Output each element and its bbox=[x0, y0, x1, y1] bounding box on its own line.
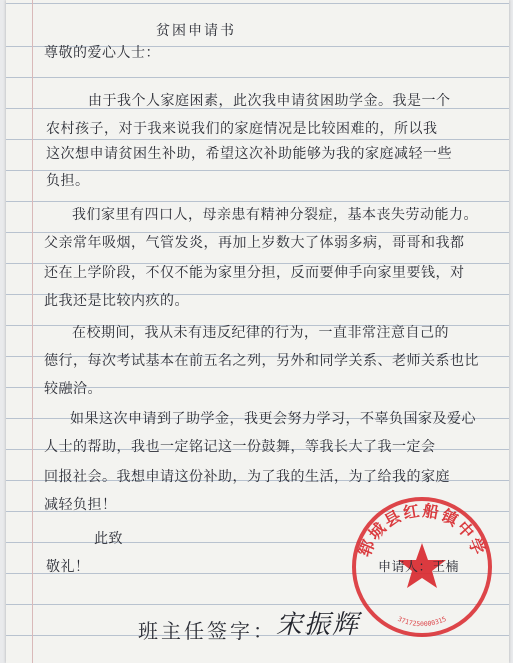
body-line-13: 人士的帮助，我也一定铭记这一份鼓舞，等我长大了我一定会 bbox=[44, 439, 436, 455]
body-line-9: 在校期间，我从未有违反纪律的行为，一直非常注意自己的 bbox=[72, 325, 449, 341]
body-line-10: 德行，每次考试基本在前五名之列，另外和同学关系、老师关系也比 bbox=[44, 353, 479, 369]
body-line-11: 较融洽。 bbox=[44, 381, 102, 397]
body-line-3: 这次想申请贫困生补助，希望这次补助能够为我的家庭减轻一些 bbox=[46, 146, 452, 162]
seal-text: 郓城县红船镇中学 bbox=[354, 500, 490, 560]
body-line-12: 如果这次申请到了助学金，我更会努力学习，不辜负国家及爱心 bbox=[70, 411, 476, 427]
closing-line-2: 敬礼！ bbox=[46, 559, 90, 575]
page-margin-line bbox=[32, 0, 33, 663]
seal-code: 3717250000315 bbox=[396, 614, 448, 629]
letter-page bbox=[6, 0, 509, 663]
body-line-6: 父亲常年吸烟，气管发炎，再加上岁数大了体弱多病，哥哥和我都 bbox=[44, 235, 465, 251]
letter-title: 贫困申请书 bbox=[156, 23, 236, 39]
body-line-4: 负担。 bbox=[46, 173, 90, 189]
salutation: 尊敬的爱心人士： bbox=[44, 45, 160, 61]
body-line-2: 农村孩子，对于我来说我们的家庭情况是比较困难的，所以我 bbox=[46, 121, 438, 137]
applicant-signature: 申请人：王楠 bbox=[378, 560, 460, 575]
closing-line-1: 此致 bbox=[94, 531, 123, 547]
body-line-5: 我们家里有四口人，母亲患有精神分裂症，基本丧失劳动能力。 bbox=[72, 207, 478, 223]
body-line-1: 由于我个人家庭困素，此次我申请贫困助学金。我是一个 bbox=[88, 93, 451, 109]
body-line-7: 还在上学阶段，不仅不能为家里分担，反而要伸手向家里要钱，对 bbox=[44, 265, 465, 281]
body-line-8: 此我还是比较内疚的。 bbox=[44, 293, 189, 309]
teacher-signature-name: 宋振辉 bbox=[276, 610, 361, 640]
body-line-14: 回报社会。我想申请这份补助，为了我的生活，为了给我的家庭 bbox=[44, 469, 450, 485]
teacher-signature-label: 班主任签字： bbox=[138, 619, 276, 643]
body-line-15: 减轻负担！ bbox=[44, 497, 117, 513]
